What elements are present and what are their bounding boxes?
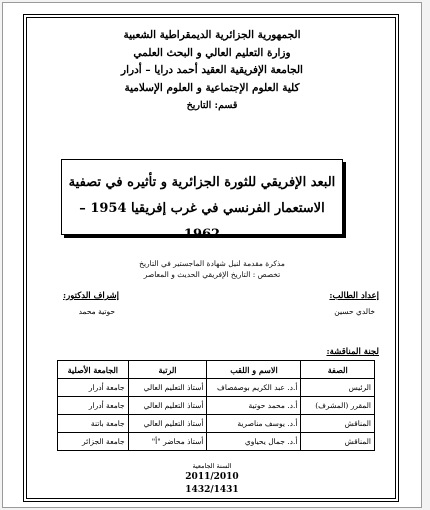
academic-year-gregorian: 2011/2010 [185, 472, 239, 482]
cell-university: جامعة أدرار [58, 379, 129, 397]
table-row [58, 415, 375, 433]
document-page [2, 2, 422, 508]
col-header-rank: الرتبة [128, 361, 207, 379]
cell-name: أ.د. يوسف مناصرية [207, 415, 301, 433]
thesis-degree-line: مذكرة مقدمة لنيل شهادة الماجستير في التاريخ [139, 259, 285, 268]
table-row [58, 397, 375, 415]
cell-name: أ.د. عبد الكريم بوصفصاف [207, 379, 301, 397]
cell-rank: أستاذ التعليم العالي [128, 415, 207, 433]
header-line-faculty: كلية العلوم الإجتماعية و العلوم الإسلامية [124, 81, 300, 94]
thesis-title-box [61, 159, 343, 242]
cell-role: المناقش [301, 415, 375, 433]
cell-role: المقرر (المشرف) [301, 397, 375, 415]
student-name: خالدي حسين [334, 307, 375, 316]
header-line-republic: الجمهورية الجزائرية الديمقراطية الشعبية [123, 29, 301, 41]
cell-rank: أستاذ محاضر "أ" [128, 433, 207, 451]
committee-label: لجنة المناقشة: [326, 347, 379, 357]
committee-header-row [58, 361, 375, 379]
academic-year-hijri: 1432/1431 [185, 485, 239, 495]
cell-role: الرئيس [301, 379, 375, 397]
table-row [58, 379, 375, 397]
supervisor-block [63, 291, 119, 316]
col-header-university: الجامعة الأصلية [58, 361, 129, 379]
academic-year-label: السنة الجامعية [192, 462, 232, 470]
cell-rank: أستاذ التعليم العالي [128, 379, 207, 397]
col-header-name: الاسم و اللقب [207, 361, 301, 379]
student-block [329, 291, 379, 316]
cell-name: أ.د. جمال يحياوي [207, 433, 301, 451]
header-department: قسم: التاريخ [186, 100, 238, 111]
cell-role: المناقش [301, 433, 375, 451]
academic-year-block [3, 461, 421, 497]
header-line-university: الجامعة الإفريقية العقيد أحمد درايا – أدرار [121, 64, 303, 76]
thesis-title-line-1: البعد الإفريقي للثورة الجزائرية و تأثيره في تصفية [68, 175, 336, 190]
table-row [58, 433, 375, 451]
thesis-description [3, 258, 421, 280]
thesis-title-line-2: الاستعمار الفرنسي في غرب إفريقيا 1954 – 1962 [79, 201, 325, 242]
committee-table [57, 360, 375, 451]
cell-name: أ.د. محمد حوتية [207, 397, 301, 415]
cell-rank: أستاذ التعليم العالي [128, 397, 207, 415]
col-header-role: الصفة [301, 361, 375, 379]
supervisor-label: إشراف الدكتور: [63, 291, 119, 301]
student-label: إعداد الطالب: [329, 291, 379, 301]
supervisor-name: حوتية محمد [78, 307, 115, 316]
cell-university: جامعة باتنة [58, 415, 129, 433]
institution-header [3, 27, 421, 115]
cell-university: جامعة الجزائر [58, 433, 129, 451]
header-line-ministry: وزارة التعليم العالي و البحث العلمي [133, 46, 291, 59]
thesis-specialty-line: تخصص : التاريخ الإفريقي الحديث و المعاصر [143, 270, 281, 279]
cell-university: جامعة أدرار [58, 397, 129, 415]
